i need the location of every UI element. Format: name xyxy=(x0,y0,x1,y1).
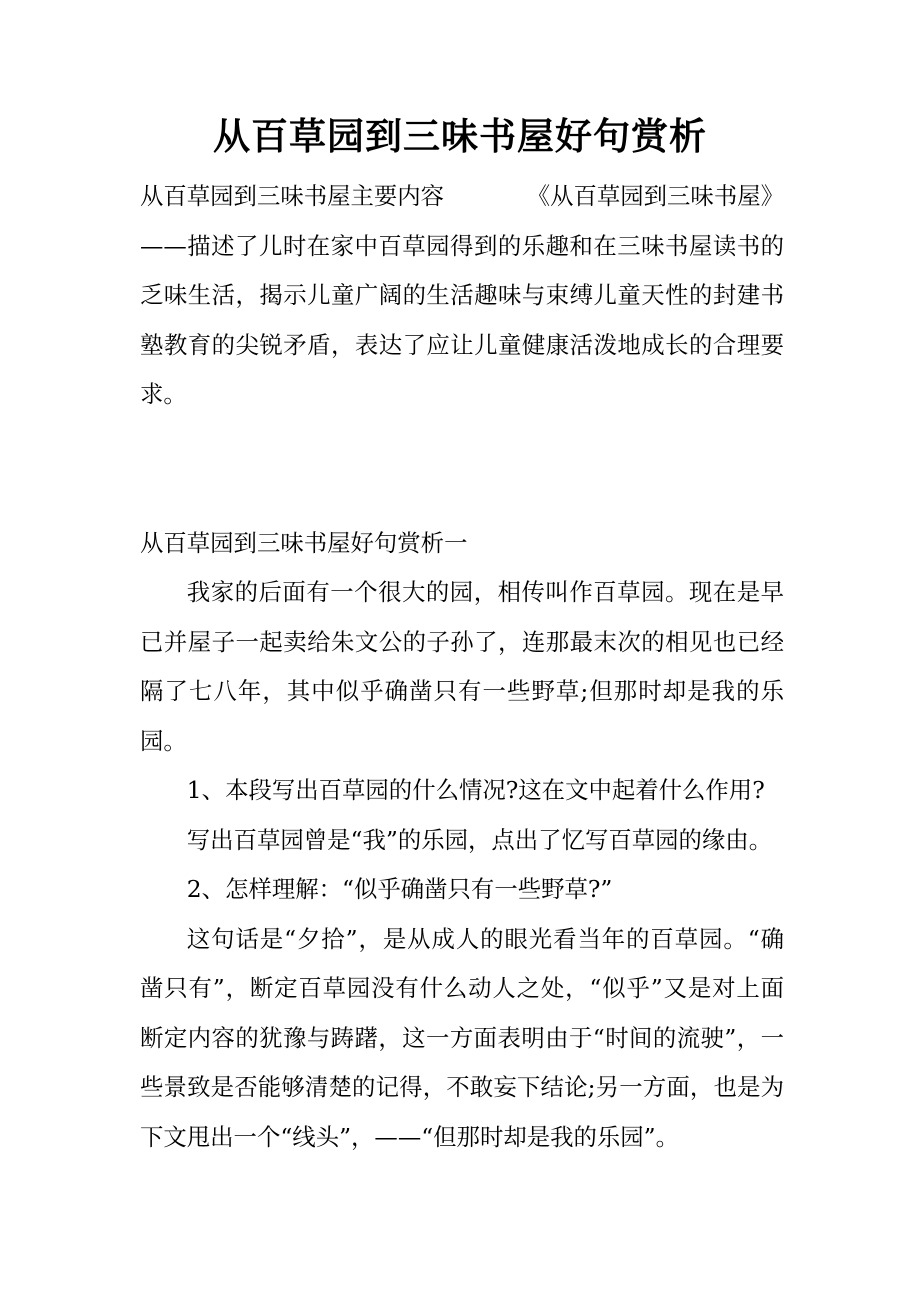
summary-book-title: 《从百草园到三味书屋》 xyxy=(526,182,784,210)
paragraph-gap xyxy=(140,420,784,519)
answer-1: 写出百草园曾是“我”的乐园，点出了忆写百草园的缘由。 xyxy=(186,825,773,854)
summary-label: 从百草园到三味书屋主要内容 xyxy=(140,182,445,210)
summary-lead-line xyxy=(140,172,784,222)
summary-paragraph: ——描述了儿时在家中百草园得到的乐趣和在三味书屋读书的乏味生活，揭示儿童广阔的生活趣味与束缚儿童天性的封建书塾教育的尖锐矛盾，表达了应让儿童健康活泼地成长的合理要求。 xyxy=(140,231,784,408)
answer-2: 这句话是“夕拾”，是从成人的眼光看当年的百草园。“确凿只有”，断定百草园没有什么动人之处，“似乎”又是对上面断定内容的犹豫与踌躇，这一方面表明由于“时间的流驶”，一些景致是否能够清楚的记得，不敢妄下结论;另一方面，也是为下文甩出一个“线头”，——“但那时却是我的乐园”。 xyxy=(140,924,784,1151)
question-2: 2、怎样理解：“似乎确凿只有一些野草?” xyxy=(186,875,613,903)
question-1: 1、本段写出百草园的什么情况?这在文中起着什么作用? xyxy=(186,776,765,804)
document-body xyxy=(140,172,784,1162)
passage-paragraph: 我家的后面有一个很大的园，相传叫作百草园。现在是早已并屋子一起卖给朱文公的子孙了，连那最末次的相见也已经隔了七八年，其中似乎确凿只有一些野草;但那时却是我的乐园。 xyxy=(140,578,784,755)
document-title: 从百草园到三味书屋好句赏析 xyxy=(213,114,707,158)
section-heading: 从百草园到三味书屋好句赏析一 xyxy=(140,528,468,557)
